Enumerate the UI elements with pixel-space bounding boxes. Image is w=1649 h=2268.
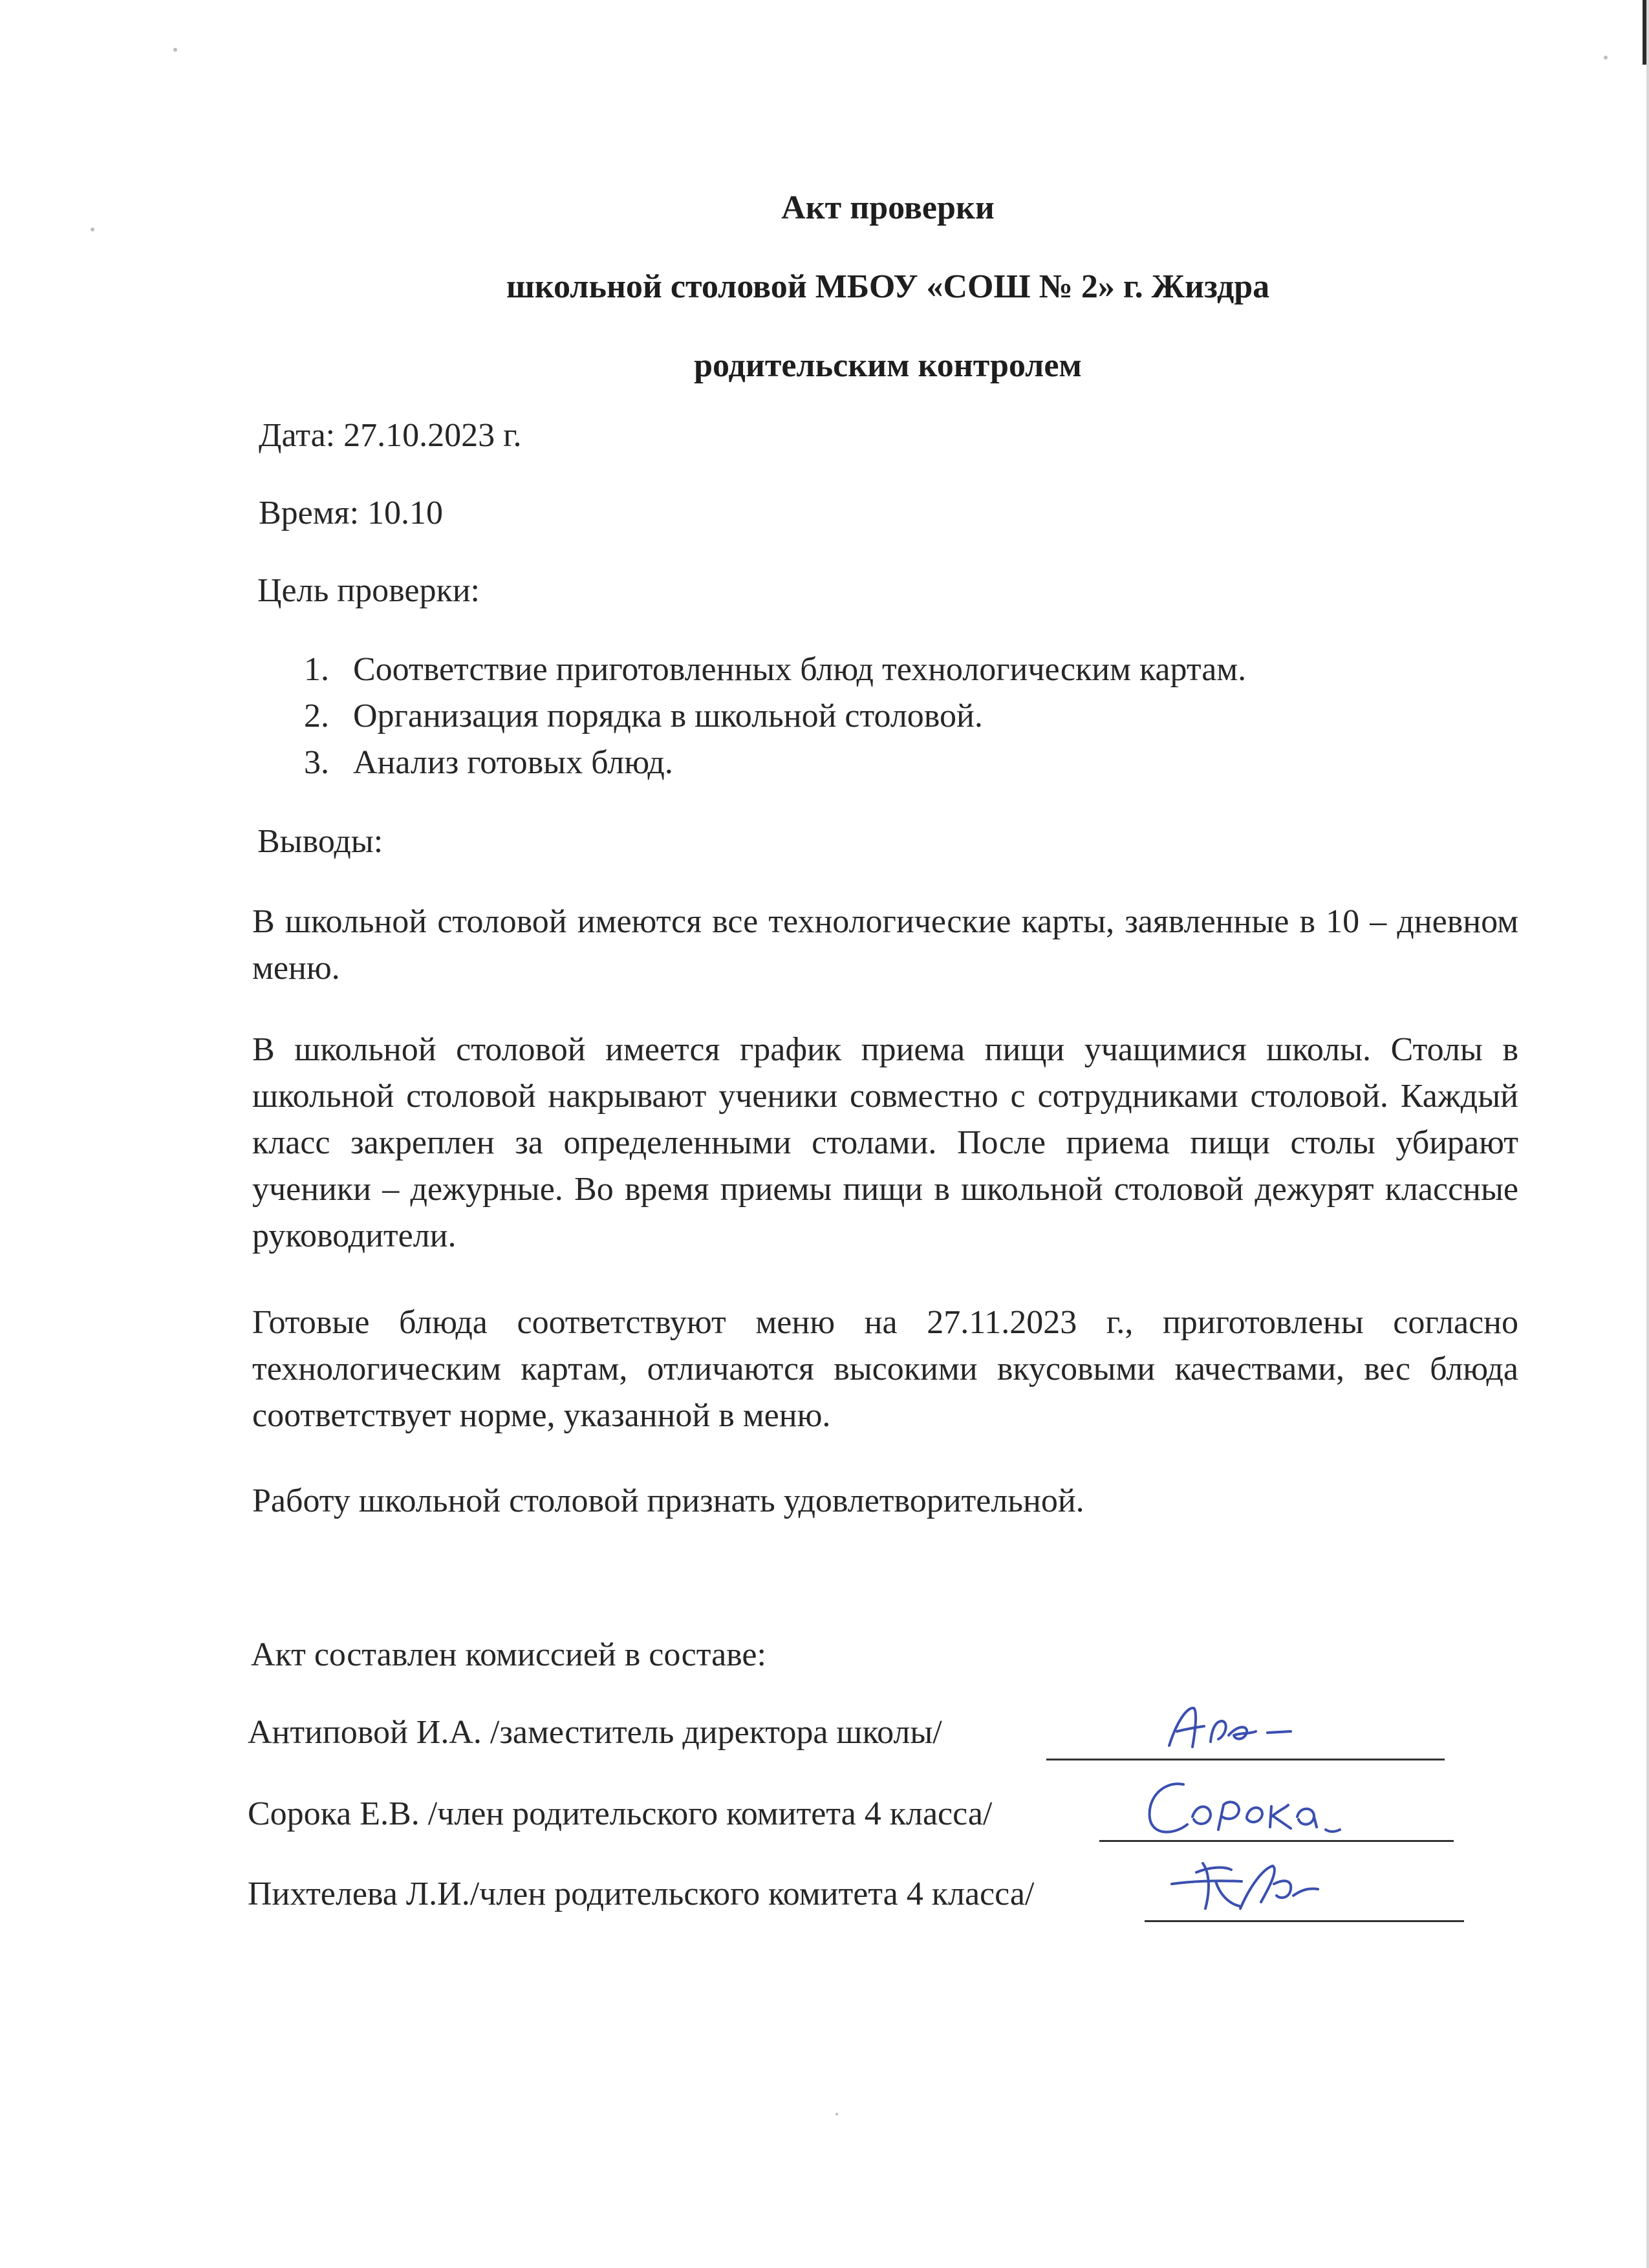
scan-speck [835, 2113, 838, 2115]
list-item-text: Соответствие приготовленных блюд технологическим картам. [353, 651, 1247, 688]
signatory-row-2 [248, 1795, 992, 1834]
paragraph-ready-meals: Готовые блюда соответствуют меню на 27.11.2023 г., приготовлены согласно технологическим картам, отличаются высокими вкусовыми качествами, вес блюда соответствует норме, указанной в меню. [252, 1304, 1518, 1434]
paragraph-schedule: В школьной столовой имеется график приема пищи учащимися школы. Столы в школьной столовой накрывают ученики совместно с сотрудниками столовой. Каждый класс закреплен за определенными столами. После приема пищи столы убирают ученики – дежурные. Во время приемы пищи в школьной столовой дежурят классные руководители. [252, 1031, 1518, 1254]
paragraph-tech-cards: В школьной столовой имеются все технологические карты, заявленные в 10 – дневном меню. [252, 903, 1518, 987]
list-item [304, 647, 1246, 693]
purpose-list [304, 647, 1246, 786]
list-item-text: Организация порядка в школьной столовой. [353, 698, 983, 734]
list-item [304, 693, 1246, 740]
signatory-name: Сорока Е.В. /член родительского комитета 4 класса/ [248, 1795, 993, 1832]
scan-edge-line [1646, 0, 1649, 2268]
list-item-text: Анализ готовых блюд. [353, 744, 673, 781]
commission-heading: Акт составлен комиссией в составе: [251, 1636, 766, 1673]
scan-speck [91, 228, 94, 231]
signatory-row-3 [248, 1875, 1034, 1914]
list-item-number: 3. [304, 744, 329, 781]
signature-1 [1158, 1695, 1300, 1760]
conclusions-heading: Выводы: [257, 823, 383, 860]
date-line: Дата: 27.10.2023 г. [259, 417, 522, 454]
purpose-heading: Цель проверки: [257, 572, 480, 609]
list-item-number: 1. [304, 651, 329, 688]
signatory-row-1 [248, 1713, 942, 1752]
time-line: Время: 10.10 [259, 495, 444, 531]
doc-subtitle: школьной столовой МБОУ «СОШ № 2» г. Жиздра [506, 268, 1270, 305]
scan-speck [1604, 56, 1608, 59]
signatory-name: Антиповой И.А. /заместитель директора школы/ [248, 1714, 942, 1751]
paragraph-result: Работу школьной столовой признать удовлетворительной. [252, 1482, 1084, 1519]
list-item [304, 740, 1246, 786]
signature-2 [1138, 1765, 1358, 1849]
doc-subtitle-2: родительским контролем [694, 347, 1082, 384]
list-item-number: 2. [304, 698, 329, 734]
scan-speck [173, 48, 177, 52]
signatory-name: Пихтелева Л.И./член родительского комитета 4 класса/ [248, 1876, 1035, 1912]
doc-title: Акт проверки [781, 189, 995, 226]
signature-3 [1164, 1844, 1332, 1928]
